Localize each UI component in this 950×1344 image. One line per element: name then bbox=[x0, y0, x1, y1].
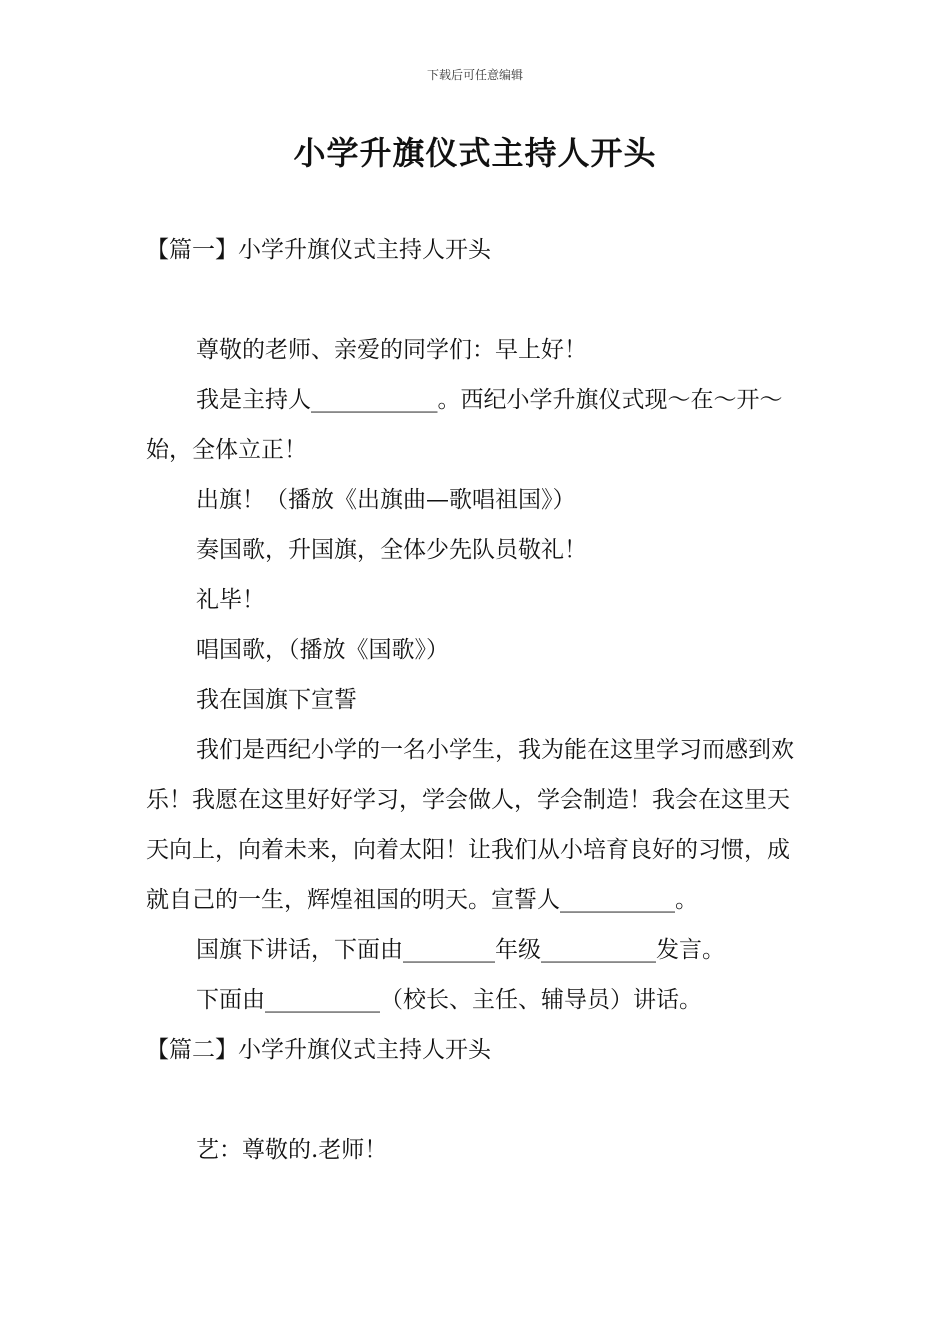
paragraph: 艺：尊敬的.老师！ bbox=[196, 1137, 388, 1163]
paragraph: 尊敬的老师、亲爱的同学们：早上好！ bbox=[196, 337, 587, 363]
paragraph: 我在国旗下宣誓 bbox=[196, 687, 357, 713]
header-note: 下载后可任意编辑 bbox=[426, 68, 523, 82]
paragraph: 唱国歌，（播放《国歌》） bbox=[196, 637, 449, 663]
page-title: 小学升旗仪式主持人开头 bbox=[293, 134, 657, 172]
paragraph: 我是主持人___________。西纪小学升旗仪式现～在～开～始，全体立正！ bbox=[146, 387, 783, 463]
document-body bbox=[146, 225, 808, 1175]
spacer bbox=[146, 1075, 808, 1125]
spacer bbox=[146, 275, 808, 325]
section-heading-1: 【篇一】小学升旗仪式主持人开头 bbox=[146, 237, 491, 263]
paragraph: 我们是西纪小学的一名小学生，我为能在这里学习而感到欢乐！我愿在这里好好学习，学会做人，学会制造！我会在这里天天向上，向着未来，向着太阳！让我们从小培育良好的习惯，成就自己的一生，辉煌祖国的明天。宣誓人__________。 bbox=[146, 737, 794, 913]
paragraph: 国旗下讲话，下面由________年级__________发言。 bbox=[196, 937, 725, 963]
paragraph: 礼毕！ bbox=[196, 587, 265, 613]
paragraph: 奏国歌，升国旗，全体少先队员敬礼！ bbox=[196, 537, 587, 563]
paragraph: 下面由__________（校长、主任、辅导员）讲话。 bbox=[196, 987, 702, 1013]
section-heading-2: 【篇二】小学升旗仪式主持人开头 bbox=[146, 1037, 491, 1063]
paragraph: 出旗！（播放《出旗曲—歌唱祖国》） bbox=[196, 487, 576, 513]
